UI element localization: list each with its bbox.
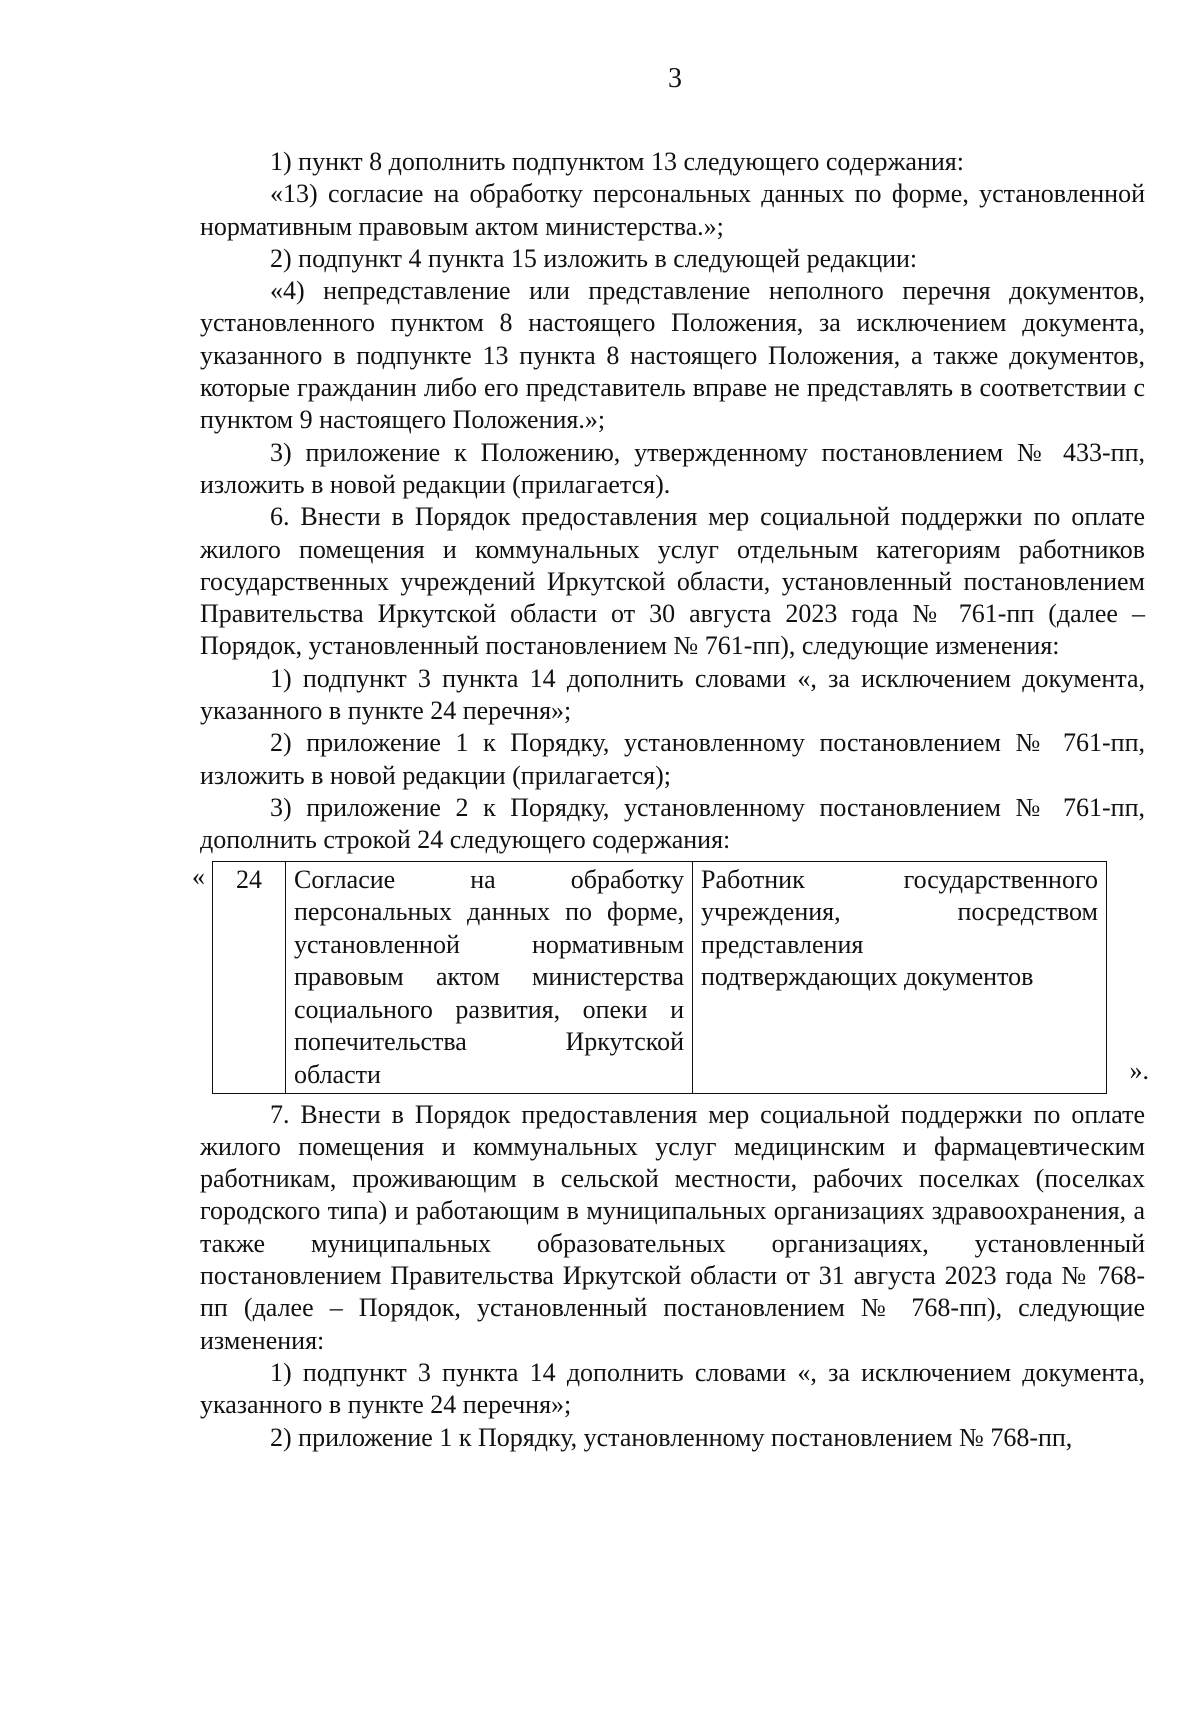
submitter-line: учреждения, посредством [701, 897, 1098, 927]
paragraph: «13) согласие на обработку персональных данных по форме, установленной нормативным правовым актом министерства.»; [200, 179, 1145, 241]
paragraph: 6. Внести в Порядок предоставления мер социальной поддержки по оплате жилого помещения и коммунальных услуг отдельным категориям работников государственных учреждений Иркутской области, установленный постановлением Правительства Иркутской области от 30 августа 2023 года № 761-пп (далее – Порядок, установленный постановлением № 761-пп), следующие изменения: [200, 502, 1145, 661]
paragraph: 3) приложение к Положению, утвержденному постановлением № 433-пп, изложить в новой редакции (прилагается). [200, 437, 1145, 499]
paragraph: 7. Внести в Порядок предоставления мер социальной поддержки по оплате жилого помещения и коммунальных услуг медицинским и фармацевтическим работникам, проживающим в сельской местности, рабочих поселках (поселках городского типа) и работающим в муниципальных организациях здравоохранения, а также муниципальных образовательных организациях, установленный постановлением Правительства Иркутской области от 31 августа 2023 года № 768-пп (далее – Порядок, установленный постановлением № 768-пп), следующие изменения: [200, 1099, 1145, 1355]
document-line: установленной нормативным [294, 929, 684, 959]
document-line: попечительства Иркутской [294, 1027, 684, 1057]
table-close-quote: ». [1129, 1055, 1149, 1085]
paragraph: 2) приложение 1 к Порядку, установленному постановлением № 768-пп, [270, 1422, 1073, 1452]
submitter-cell [693, 861, 1107, 1094]
paragraph: «4) непредставление или представление неполного перечня документов, установленного пунктом 8 настоящего Положения, за исключением документа, указанного в подпункте 13 пункта 8 настоящего Положения, а также документов, которые гражданин либо его представитель вправе не представлять в соответствии с пунктом 9 настоящего Положения.»; [200, 276, 1145, 435]
document-line: Согласие на обработку [294, 864, 684, 894]
submitter-line: Работник государственного [701, 864, 1098, 894]
page-number: 3 [668, 63, 682, 94]
submitter-line: представления [701, 929, 864, 959]
document-line: области [294, 1059, 381, 1089]
paragraph: 2) подпункт 4 пункта 15 изложить в следующей редакции: [270, 243, 918, 273]
table-row [213, 861, 1107, 1094]
paragraph: 1) подпункт 3 пункта 14 дополнить словами «, за исключением документа, указанного в пункте 24 перечня»; [200, 663, 1145, 726]
document-cell [286, 861, 693, 1094]
document-line: правовым актом министерства [294, 962, 684, 992]
document-line: социального развития, опеки и [294, 994, 684, 1024]
paragraph: 2) приложение 1 к Порядку, установленному постановлением № 761-пп, изложить в новой редакции (прилагается); [200, 728, 1145, 790]
row-number-cell: 24 [213, 861, 286, 1094]
paragraph: 1) подпункт 3 пункта 14 дополнить словами «, за исключением документа, указанного в пункте 24 перечня»; [200, 1357, 1145, 1420]
submitter-line: подтверждающих документов [701, 962, 1034, 992]
table-open-quote: « [192, 861, 205, 891]
document-body [192, 146, 1149, 1454]
paragraph: 1) пункт 8 дополнить подпунктом 13 следующего содержания: [270, 147, 964, 176]
document-line: персональных данных по форме, [294, 897, 684, 927]
inserted-table [212, 861, 1107, 1095]
inserted-table-block [192, 861, 1149, 1093]
paragraph: 3) приложение 2 к Порядку, установленному постановлением № 761-пп, дополнить строкой 24 следующего содержания: [200, 792, 1145, 855]
